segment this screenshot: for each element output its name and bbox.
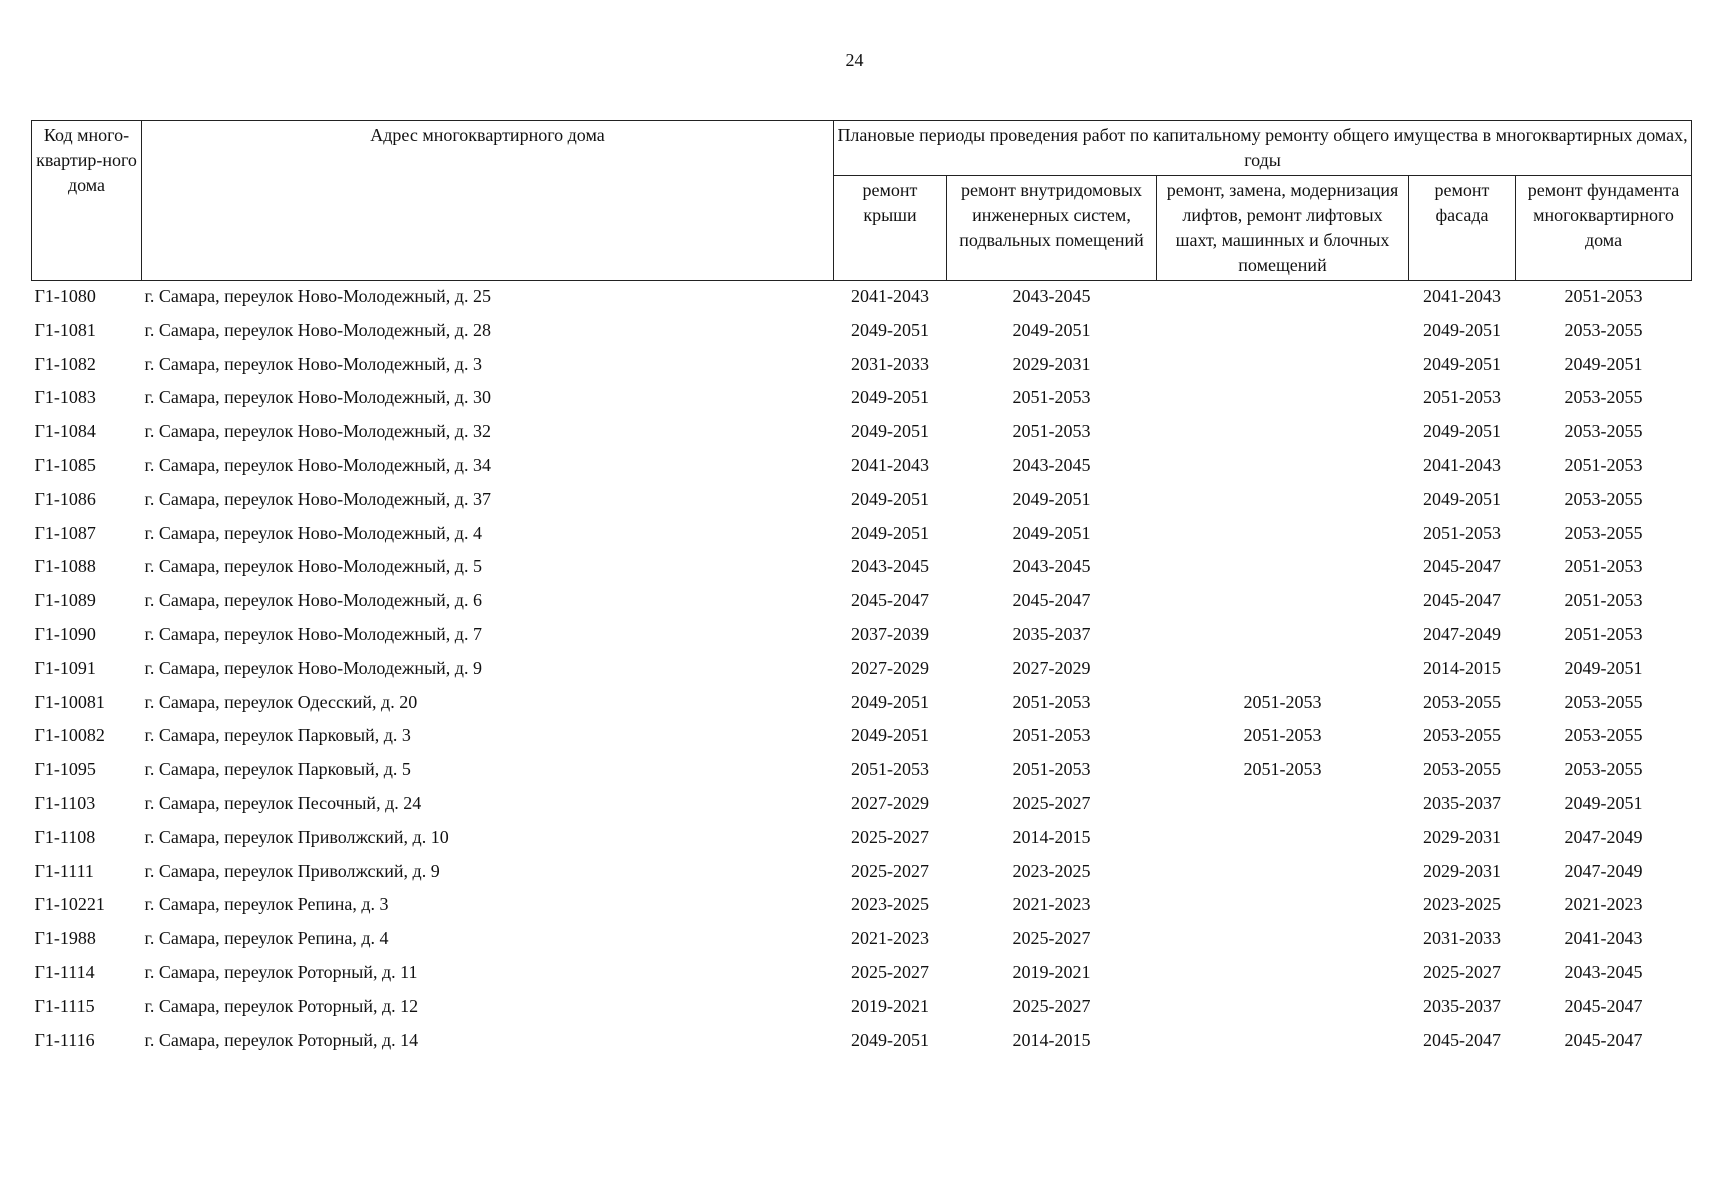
cell-engineering: 2049-2051 — [1012, 319, 1091, 340]
cell-address: г. Самара, переулок Одесский, д. 20 — [144, 691, 418, 712]
cell-address: г. Самара, переулок Песочный, д. 24 — [144, 792, 422, 813]
table-row — [32, 859, 1692, 893]
cell-elevators — [1157, 960, 1409, 994]
cell-foundation: 2053-2055 — [1564, 387, 1643, 408]
cell-address: г. Самара, переулок Ново-Молодежный, д. 9 — [144, 657, 482, 678]
cell-code: Г1-1085 — [34, 454, 96, 475]
cell-address: г. Самара, переулок Ново-Молодежный, д. 4 — [144, 522, 482, 543]
cell-facade: 2053-2055 — [1423, 725, 1501, 746]
cell-engineering: 2025-2027 — [1012, 928, 1091, 949]
cell-address: г. Самара, переулок Ново-Молодежный, д. 6 — [144, 590, 482, 611]
cell-roof: 2049-2051 — [851, 319, 929, 340]
cell-code: Г1-1084 — [34, 421, 96, 442]
cell-address: г. Самара, переулок Парковый, д. 5 — [144, 759, 411, 780]
cell-facade: 2029-2031 — [1423, 860, 1501, 881]
cell-elevators — [1157, 859, 1409, 893]
cell-facade: 2031-2033 — [1423, 928, 1501, 949]
cell-facade: 2045-2047 — [1423, 556, 1501, 577]
cell-code: Г1-1116 — [34, 1029, 95, 1050]
cell-code: Г1-1080 — [34, 286, 96, 306]
cell-facade: 2023-2025 — [1423, 894, 1501, 915]
cell-facade: 2051-2053 — [1423, 522, 1501, 543]
cell-engineering: 2051-2053 — [1012, 759, 1091, 780]
cell-foundation: 2045-2047 — [1564, 995, 1643, 1016]
cell-engineering: 2023-2025 — [1012, 860, 1091, 881]
repair-plan-table — [31, 120, 1692, 1061]
cell-foundation: 2049-2051 — [1564, 792, 1643, 813]
cell-facade: 2049-2051 — [1423, 353, 1501, 374]
cell-roof: 2049-2051 — [851, 1029, 929, 1050]
table-row — [32, 656, 1692, 690]
cell-facade: 2041-2043 — [1423, 454, 1501, 475]
cell-elevators — [1157, 892, 1409, 926]
cell-foundation: 2049-2051 — [1564, 657, 1643, 678]
cell-code: Г1-1090 — [34, 623, 96, 644]
header-roof: ремонт крыши — [834, 176, 947, 281]
header-foundation: ремонт фундамента многоквартирного дома — [1516, 176, 1692, 281]
table-row — [32, 281, 1692, 318]
cell-roof: 2043-2045 — [851, 556, 929, 577]
cell-code: Г1-10221 — [34, 894, 105, 915]
cell-code: Г1-1108 — [34, 826, 96, 847]
table-row — [32, 892, 1692, 926]
cell-foundation: 2043-2045 — [1564, 961, 1643, 982]
cell-roof: 2049-2051 — [851, 691, 929, 712]
cell-engineering: 2051-2053 — [1012, 421, 1091, 442]
cell-facade: 2049-2051 — [1423, 421, 1501, 442]
table-row — [32, 723, 1692, 757]
cell-roof: 2049-2051 — [851, 725, 929, 746]
cell-facade: 2047-2049 — [1423, 623, 1501, 644]
cell-roof: 2049-2051 — [851, 522, 929, 543]
cell-foundation: 2047-2049 — [1564, 826, 1643, 847]
cell-facade: 2049-2051 — [1423, 488, 1501, 509]
cell-address: г. Самара, переулок Ново-Молодежный, д. 7 — [144, 623, 482, 644]
cell-facade: 2049-2051 — [1423, 319, 1501, 340]
table-row — [32, 318, 1692, 352]
cell-address: г. Самара, переулок Ново-Молодежный, д. 37 — [144, 488, 491, 509]
cell-roof: 2027-2029 — [851, 657, 929, 678]
table-row — [32, 926, 1692, 960]
cell-elevators — [1157, 318, 1409, 352]
cell-code: Г1-1111 — [34, 860, 94, 881]
cell-code: Г1-1091 — [34, 657, 96, 678]
cell-roof: 2051-2053 — [851, 759, 929, 780]
cell-foundation: 2053-2055 — [1564, 488, 1643, 509]
cell-roof: 2031-2033 — [851, 353, 929, 374]
cell-elevators — [1157, 791, 1409, 825]
cell-roof: 2025-2027 — [851, 826, 929, 847]
cell-elevators — [1157, 487, 1409, 521]
cell-engineering: 2043-2045 — [1012, 286, 1091, 306]
cell-foundation: 2051-2053 — [1564, 286, 1643, 306]
cell-facade: 2053-2055 — [1423, 691, 1501, 712]
header-code: Код много-квартир-ного дома — [32, 121, 142, 281]
cell-facade: 2045-2047 — [1423, 1029, 1501, 1050]
cell-roof: 2049-2051 — [851, 387, 929, 408]
cell-foundation: 2041-2043 — [1564, 928, 1643, 949]
cell-foundation: 2053-2055 — [1564, 725, 1643, 746]
table-row — [32, 453, 1692, 487]
cell-roof: 2049-2051 — [851, 488, 929, 509]
cell-elevators — [1157, 521, 1409, 555]
cell-foundation: 2047-2049 — [1564, 860, 1643, 881]
cell-roof: 2041-2043 — [851, 454, 929, 475]
header-facade: ремонт фасада — [1409, 176, 1516, 281]
cell-code: Г1-1082 — [34, 353, 96, 374]
cell-engineering: 2051-2053 — [1012, 725, 1091, 746]
cell-engineering: 2049-2051 — [1012, 522, 1091, 543]
cell-address: г. Самара, переулок Ново-Молодежный, д. 5 — [144, 556, 482, 577]
cell-engineering: 2025-2027 — [1012, 995, 1091, 1016]
table-row — [32, 385, 1692, 419]
cell-code: Г1-1095 — [34, 759, 96, 780]
cell-engineering: 2027-2029 — [1012, 657, 1091, 678]
cell-code: Г1-10082 — [34, 725, 105, 746]
cell-engineering: 2043-2045 — [1012, 454, 1091, 475]
cell-code: Г1-1086 — [34, 488, 96, 509]
header-engineering: ремонт внутридомовых инженерных систем, подвальных помещений — [947, 176, 1157, 281]
cell-roof: 2025-2027 — [851, 961, 929, 982]
cell-elevators: 2051-2053 — [1243, 725, 1322, 746]
cell-roof: 2025-2027 — [851, 860, 929, 881]
table-row — [32, 554, 1692, 588]
cell-address: г. Самара, переулок Приволжский, д. 9 — [144, 860, 440, 881]
cell-foundation: 2051-2053 — [1564, 556, 1643, 577]
table-row — [32, 994, 1692, 1028]
table-row — [32, 419, 1692, 453]
cell-roof: 2049-2051 — [851, 421, 929, 442]
cell-address: г. Самара, переулок Роторный, д. 14 — [144, 1029, 419, 1050]
table-row — [32, 588, 1692, 622]
cell-elevators — [1157, 352, 1409, 386]
cell-engineering: 2045-2047 — [1012, 590, 1091, 611]
cell-elevators — [1157, 926, 1409, 960]
cell-foundation: 2053-2055 — [1564, 691, 1643, 712]
cell-facade: 2025-2027 — [1423, 961, 1501, 982]
cell-facade: 2051-2053 — [1423, 387, 1501, 408]
table-row — [32, 487, 1692, 521]
cell-engineering: 2019-2021 — [1012, 961, 1091, 982]
cell-roof: 2041-2043 — [851, 286, 929, 306]
cell-foundation: 2051-2053 — [1564, 590, 1643, 611]
cell-address: г. Самара, переулок Ново-Молодежный, д. 34 — [144, 454, 491, 475]
table-row — [32, 825, 1692, 859]
cell-elevators — [1157, 281, 1409, 318]
cell-foundation: 2053-2055 — [1564, 421, 1643, 442]
cell-address: г. Самара, переулок Ново-Молодежный, д. 30 — [144, 387, 491, 408]
cell-engineering: 2049-2051 — [1012, 488, 1091, 509]
table-row — [32, 960, 1692, 994]
cell-address: г. Самара, переулок Роторный, д. 11 — [144, 961, 418, 982]
cell-engineering: 2029-2031 — [1012, 353, 1091, 374]
cell-address: г. Самара, переулок Ново-Молодежный, д. 32 — [144, 421, 491, 442]
cell-code: Г1-1115 — [34, 995, 95, 1016]
cell-engineering: 2035-2037 — [1012, 623, 1091, 644]
cell-engineering: 2021-2023 — [1012, 894, 1091, 915]
cell-code: Г1-10081 — [34, 691, 105, 712]
cell-engineering: 2043-2045 — [1012, 556, 1091, 577]
cell-engineering: 2051-2053 — [1012, 387, 1091, 408]
cell-roof: 2027-2029 — [851, 792, 929, 813]
cell-address: г. Самара, переулок Парковый, д. 3 — [144, 725, 411, 746]
cell-elevators — [1157, 453, 1409, 487]
cell-engineering: 2025-2027 — [1012, 792, 1091, 813]
table-row — [32, 352, 1692, 386]
header-address: Адрес многоквартирного дома — [142, 121, 834, 281]
cell-elevators — [1157, 419, 1409, 453]
cell-engineering: 2014-2015 — [1012, 826, 1091, 847]
cell-code: Г1-1088 — [34, 556, 96, 577]
cell-address: г. Самара, переулок Приволжский, д. 10 — [144, 826, 449, 847]
cell-facade: 2029-2031 — [1423, 826, 1501, 847]
cell-elevators — [1157, 385, 1409, 419]
cell-code: Г1-1081 — [34, 319, 96, 340]
cell-elevators — [1157, 554, 1409, 588]
cell-foundation: 2051-2053 — [1564, 454, 1643, 475]
cell-address: г. Самара, переулок Роторный, д. 12 — [144, 995, 419, 1016]
cell-facade: 2035-2037 — [1423, 792, 1501, 813]
table-row — [32, 622, 1692, 656]
table-row — [32, 521, 1692, 555]
header-periods-group: Плановые периоды проведения работ по капитальному ремонту общего имущества в многоквартирных домах, годы — [834, 121, 1692, 176]
cell-foundation: 2053-2055 — [1564, 759, 1643, 780]
table-body — [32, 281, 1692, 1062]
cell-code: Г1-1089 — [34, 590, 96, 611]
cell-foundation: 2053-2055 — [1564, 319, 1643, 340]
cell-roof: 2021-2023 — [851, 928, 929, 949]
cell-elevators: 2051-2053 — [1243, 691, 1322, 712]
cell-elevators — [1157, 825, 1409, 859]
cell-address: г. Самара, переулок Ново-Молодежный, д. 25 — [144, 286, 491, 306]
table-row — [32, 1028, 1692, 1062]
cell-roof: 2023-2025 — [851, 894, 929, 915]
cell-elevators: 2051-2053 — [1243, 759, 1322, 780]
cell-engineering: 2014-2015 — [1012, 1029, 1091, 1050]
table-row — [32, 791, 1692, 825]
cell-facade: 2014-2015 — [1423, 657, 1501, 678]
cell-elevators — [1157, 588, 1409, 622]
page-number: 24 — [845, 50, 864, 70]
cell-code: Г1-1083 — [34, 387, 96, 408]
cell-elevators — [1157, 622, 1409, 656]
cell-roof: 2019-2021 — [851, 995, 929, 1016]
cell-code: Г1-1114 — [34, 961, 95, 982]
cell-address: г. Самара, переулок Репина, д. 4 — [144, 928, 389, 949]
cell-roof: 2045-2047 — [851, 590, 929, 611]
cell-elevators — [1157, 994, 1409, 1028]
cell-foundation: 2021-2023 — [1564, 894, 1643, 915]
cell-address: г. Самара, переулок Ново-Молодежный, д. 28 — [144, 319, 491, 340]
cell-facade: 2045-2047 — [1423, 590, 1501, 611]
cell-roof: 2037-2039 — [851, 623, 929, 644]
cell-elevators — [1157, 656, 1409, 690]
cell-facade: 2041-2043 — [1423, 286, 1501, 306]
cell-engineering: 2051-2053 — [1012, 691, 1091, 712]
cell-foundation: 2051-2053 — [1564, 623, 1643, 644]
header-elevators: ремонт, замена, модернизация лифтов, ремонт лифтовых шахт, машинных и блочных помещений — [1157, 176, 1409, 281]
table-row — [32, 757, 1692, 791]
table-header — [32, 121, 1692, 281]
table-row — [32, 690, 1692, 724]
cell-foundation: 2049-2051 — [1564, 353, 1643, 374]
cell-code: Г1-1103 — [34, 792, 96, 813]
cell-address: г. Самара, переулок Репина, д. 3 — [144, 894, 389, 915]
cell-elevators — [1157, 1028, 1409, 1062]
cell-code: Г1-1988 — [34, 928, 96, 949]
cell-foundation: 2053-2055 — [1564, 522, 1643, 543]
cell-facade: 2053-2055 — [1423, 759, 1501, 780]
cell-address: г. Самара, переулок Ново-Молодежный, д. 3 — [144, 353, 482, 374]
cell-facade: 2035-2037 — [1423, 995, 1501, 1016]
cell-code: Г1-1087 — [34, 522, 96, 543]
cell-foundation: 2045-2047 — [1564, 1029, 1643, 1050]
